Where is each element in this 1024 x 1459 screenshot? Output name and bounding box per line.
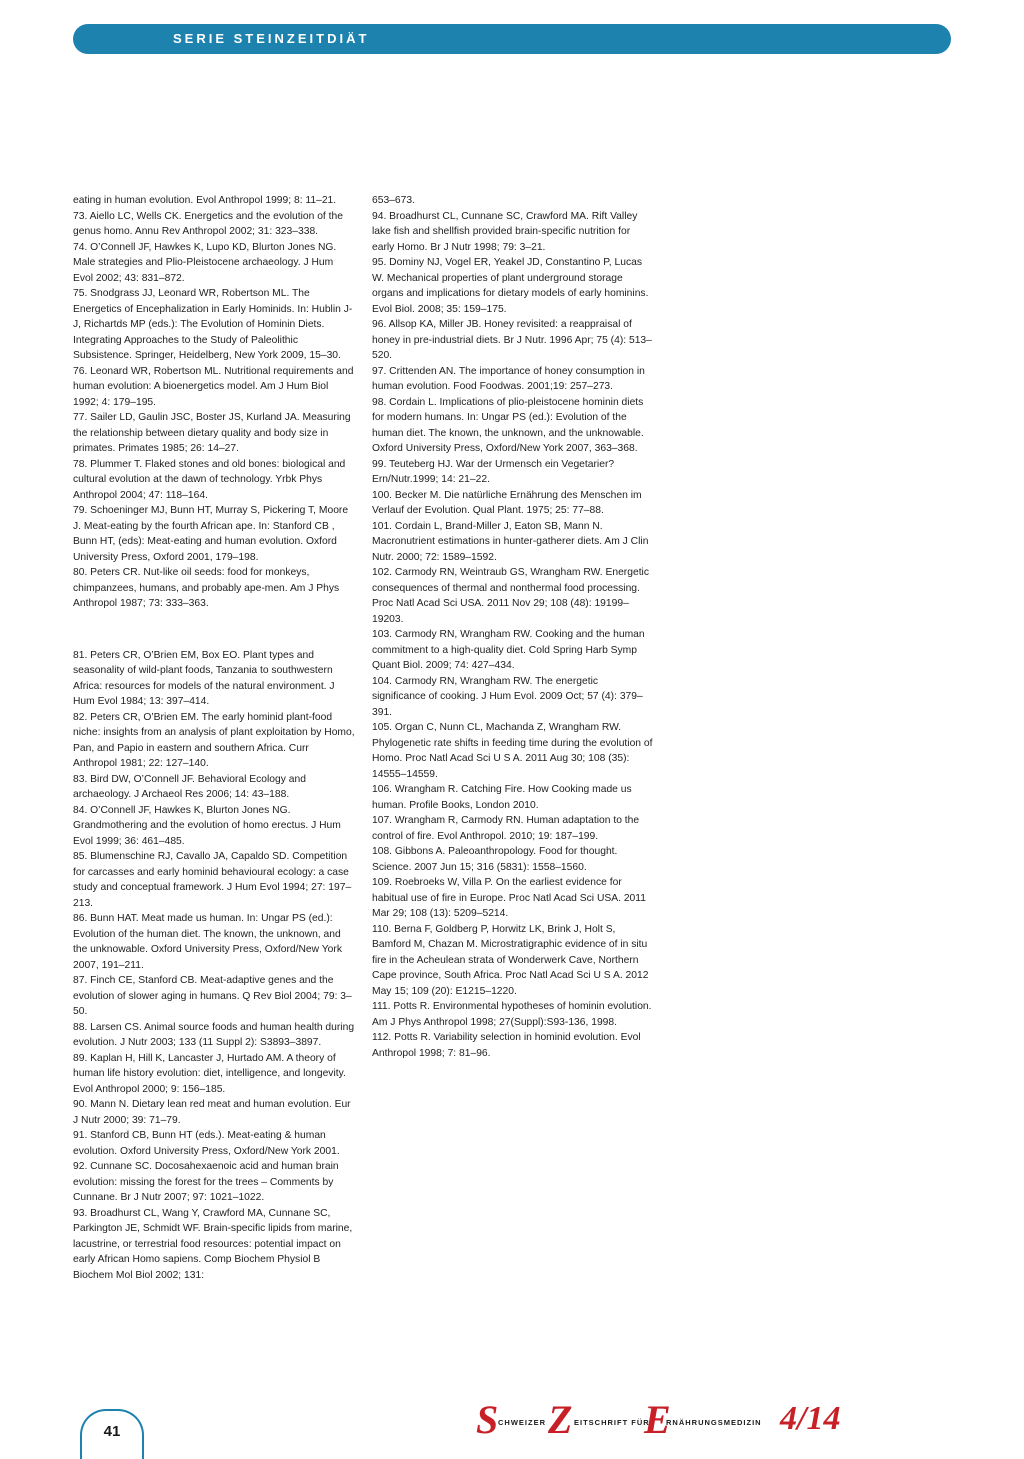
reference-entry: 87. Finch CE, Stanford CB. Meat-adaptive genes and the evolution of slower aging in humans. Q Rev Biol 2004; 79: 3–50. — [73, 975, 352, 1018]
reference-entry: 109. Roebroeks W, Villa P. On the earliest evidence for habitual use of fire in Europe. Proc Natl Acad Sci USA. 2011 Mar 29; 108 (13): 5209–5214. — [372, 877, 646, 919]
reference-entry: 110. Berna F, Goldberg P, Horwitz LK, Brink J, Holt S, Bamford M, Chazan M. Microstratigraphic evidence of in situ fire in the Acheulean strata of Wonderwerk Cave, Northern Cape province, South Africa. Proc Natl Acad Sci U S A. 2012 May 15; 109 (20): E1215–1220. — [372, 923, 649, 997]
journal-logo — [476, 1398, 856, 1442]
reference-entry: 97. Crittenden AN. The importance of honey consumption in human evolution. Food Foodwas. 2001;19: 257–273. — [372, 365, 645, 392]
references-left-column — [73, 193, 355, 1283]
reference-entry: 101. Cordain L, Brand-Miller J, Eaton SB, Mann N. Macronutrient estimations in hunter-gatherer diets. Am J Clin Nutr. 2000; 72: 1589–1592. — [372, 520, 649, 563]
journal-logo-s-rest: CHWEIZER — [498, 1418, 546, 1427]
reference-entry: 93. Broadhurst CL, Wang Y, Crawford MA, Cunnane SC, Parkington JE, Schmidt WF. Brain-specific lipids from marine, lacustrine, or terrestrial food resources: potential impact on early African Homo sapiens. Comp Biochem Physiol B Biochem Mol Biol 2002; 131: — [73, 1207, 353, 1281]
series-header-bar — [73, 24, 951, 54]
reference-entry: 96. Allsop KA, Miller JB. Honey revisited: a reappraisal of honey in pre-industrial diets. Br J Nutr. 1996 Apr; 75 (4): 513–520. — [372, 319, 652, 361]
reference-entry: 81. Peters CR, O’Brien EM, Box EO. Plant types and seasonality of wild-plant foods, Tanzania to southwestern Africa: resources for models of the natural environment. J Hum Evol 1984; 13: 397–414. — [73, 649, 335, 708]
reference-entry: 90. Mann N. Dietary lean red meat and human evolution. Eur J Nutr 2000; 39: 71–79. — [73, 1099, 351, 1126]
reference-entry: 91. Stanford CB, Bunn HT (eds.). Meat-eating & human evolution. Oxford University Press, Oxford/New York 2001. — [73, 1130, 340, 1157]
reference-entry: 89. Kaplan H, Hill K, Lancaster J, Hurtado AM. A theory of human life history evolution: diet, intelligence, and longevity. Evol Anthropol 2000; 9: 156–185. — [73, 1052, 346, 1095]
reference-entry: 104. Carmody RN, Wrangham RW. The energetic significance of cooking. J Hum Evol. 2009 Oct; 57 (4): 379–391. — [372, 675, 643, 718]
reference-entry: 111. Potts R. Environmental hypotheses of hominin evolution. Am J Phys Anthropol 1998; 27(Suppl):S93-136, 1998. — [372, 1001, 652, 1028]
reference-entry: 102. Carmody RN, Weintraub GS, Wrangham RW. Energetic consequences of thermal and nonthermal food processing. Proc Natl Acad Sci USA. 2011 Nov 29; 108 (48): 19199–19203. — [372, 567, 649, 625]
reference-entry: eating in human evolution. Evol Anthropol 1999; 8: 11–21. — [73, 195, 337, 206]
reference-entry: 79. Schoeninger MJ, Bunn HT, Murray S, Pickering T, Moore J. Meat-eating by the fourth African ape. In: Stanford CB , Bunn HT, (eds): Meat-eating and human evolution. Oxford University Press, Oxford 2001, 179–198. — [73, 505, 349, 563]
reference-entry: 105. Organ C, Nunn CL, Machanda Z, Wrangham RW. Phylogenetic rate shifts in feeding time during the evolution of Homo. Proc Natl Acad Sci U S A. 2011 Aug 30; 108 (35): 14555–14559. — [372, 722, 653, 780]
reference-entry: 95. Dominy NJ, Vogel ER, Yeakel JD, Constantino P, Lucas W. Mechanical properties of plant underground storage organs and implications for dietary models of early hominins. Evol Biol. 2008; 35: 159–175. — [372, 257, 649, 315]
reference-entry: 83. Bird DW, O’Connell JF. Behavioral Ecology and archaeology. J Archaeol Res 2006; 14: 43–188. — [73, 773, 306, 801]
reference-entry: 84. O’Connell JF, Hawkes K, Blurton Jones NG. Grandmothering and the evolution of homo erectus. J Hum Evol 1999; 36: 461–485. — [73, 804, 341, 847]
reference-entry: 73. Aiello LC, Wells CK. Energetics and the evolution of the genus homo. Annu Rev Anthropol 2002; 31: 323–338. — [73, 210, 343, 237]
reference-entry: 82. Peters CR, O’Brien EM. The early hominid plant-food niche: insights from an analysis of plant exploitation by Homo, Pan, and Papio in eastern and southern Africa. Curr Anthropol 1981; 22: 127–140. — [73, 711, 355, 770]
reference-entry: 77. Sailer LD, Gaulin JSC, Boster JS, Kurland JA. Measuring the relationship between dietary quality and body size in primates. Primates 1985; 26: 14–27. — [73, 412, 351, 454]
series-title: SERIE STEINZEITDIÄT — [173, 31, 370, 46]
references-right-column — [372, 193, 654, 1061]
reference-entry: 75. Snodgrass JJ, Leonard WR, Robertson ML. The Energetics of Encephalization in Early Hominids. In: Hublin J-J, Richartds MP (eds.): The Evolution of Hominin Diets. Integrating Approaches to the Study of Paleolithic Subsistence. Springer, Heidelberg, New York 2009, 15–30. — [73, 288, 353, 361]
reference-entry: 78. Plummer T. Flaked stones and old bones: biological and cultural evolution at the dawn of technology. Yrbk Phys Anthropol 2004; 47: 118–164. — [73, 458, 346, 501]
page-number: 41 — [103, 1423, 121, 1440]
reference-entry: 112. Potts R. Variability selection in hominid evolution. Evol Anthropol 1998; 7: 81–96. — [372, 1032, 641, 1059]
reference-entry: 100. Becker M. Die natürliche Ernährung des Menschen im Verlauf der Evolution. Qual Plant. 1975; 25: 77–88. — [372, 489, 642, 516]
reference-entry: 80. Peters CR. Nut-like oil seeds: food for monkeys, chimpanzees, humans, and probably ape-men. Am J Phys Anthropol 1987; 73: 333–363. — [73, 567, 340, 609]
reference-entry: 88. Larsen CS. Animal source foods and human health during evolution. J Nutr 2003; 133 (11 Suppl 2): S3893–3897. — [73, 1021, 355, 1049]
reference-entry: 94. Broadhurst CL, Cunnane SC, Crawford MA. Rift Valley lake fish and shellfish provided brain-specific nutrition for early Homo. Br J Nutr 1998; 79: 3–21. — [372, 210, 638, 253]
journal-logo-z: Z — [548, 1397, 573, 1442]
reference-entry: 74. O’Connell JF, Hawkes K, Lupo KD, Blurton Jones NG. Male strategies and Plio-Pleistocene archaeology. J Hum Evol 2002; 43: 831–872. — [73, 241, 337, 284]
reference-entry: 99. Teuteberg HJ. War der Urmensch ein Vegetarier? Ern/Nutr.1999; 14: 21–22. — [372, 458, 615, 485]
paragraph-gap — [73, 622, 355, 638]
reference-entry: 98. Cordain L. Implications of plio-pleistocene hominin diets for modern humans. In: Ungar PS (ed.): Evolution of the human diet. The known, the unknown, and the unknowable. Oxford University Press, Oxford/New York 2007, 363–368. — [372, 396, 644, 454]
reference-entry: 76. Leonard WR, Robertson ML. Nutritional requirements and human evolution: A bioenergetics model. Am J Hum Biol 1992; 4: 179–195. — [73, 365, 354, 408]
reference-entry: 108. Gibbons A. Paleoanthropology. Food for thought. Science. 2007 Jun 15; 316 (5831): 1558–1560. — [372, 846, 618, 873]
reference-entry: 107. Wrangham R, Carmody RN. Human adaptation to the control of fire. Evol Anthropol. 2010; 19: 187–199. — [372, 815, 640, 842]
reference-entry: 86. Bunn HAT. Meat made us human. In: Ungar PS (ed.): Evolution of the human diet. The known, the unknown, and the unknowable. Oxford University Press, Oxford/New York 2007, 191–211. — [73, 913, 342, 971]
journal-logo-z-rest: EITSCHRIFT FÜR — [574, 1418, 650, 1427]
reference-entry: 92. Cunnane SC. Docosahexaenoic acid and human brain evolution: missing the forest for the trees – Comments by Cunnane. Br J Nutr 2007; 97: 1021–1022. — [73, 1161, 339, 1204]
journal-issue: 4/14 — [780, 1400, 841, 1437]
journal-logo-s: S — [476, 1397, 499, 1442]
reference-entry: 85. Blumenschine RJ, Cavallo JA, Capaldo SD. Competition for carcasses and early hominid behavioural ecology: a case study and conceptual framework. J Hum Evol 1994; 27: 197–213. — [73, 851, 352, 909]
reference-entry: 103. Carmody RN, Wrangham RW. Cooking and the human commitment to a high-quality diet. Cold Spring Harb Symp Quant Biol. 2009; 74: 427–434. — [372, 629, 645, 671]
journal-logo-e-rest: RNÄHRUNGSMEDIZIN — [666, 1418, 762, 1427]
page-number-tab — [80, 1409, 144, 1459]
journal-logo-e: E — [644, 1397, 671, 1442]
reference-entry: 106. Wrangham R. Catching Fire. How Cooking made us human. Profile Books, London 2010. — [372, 784, 632, 811]
reference-entry: 653–673. — [372, 195, 415, 206]
